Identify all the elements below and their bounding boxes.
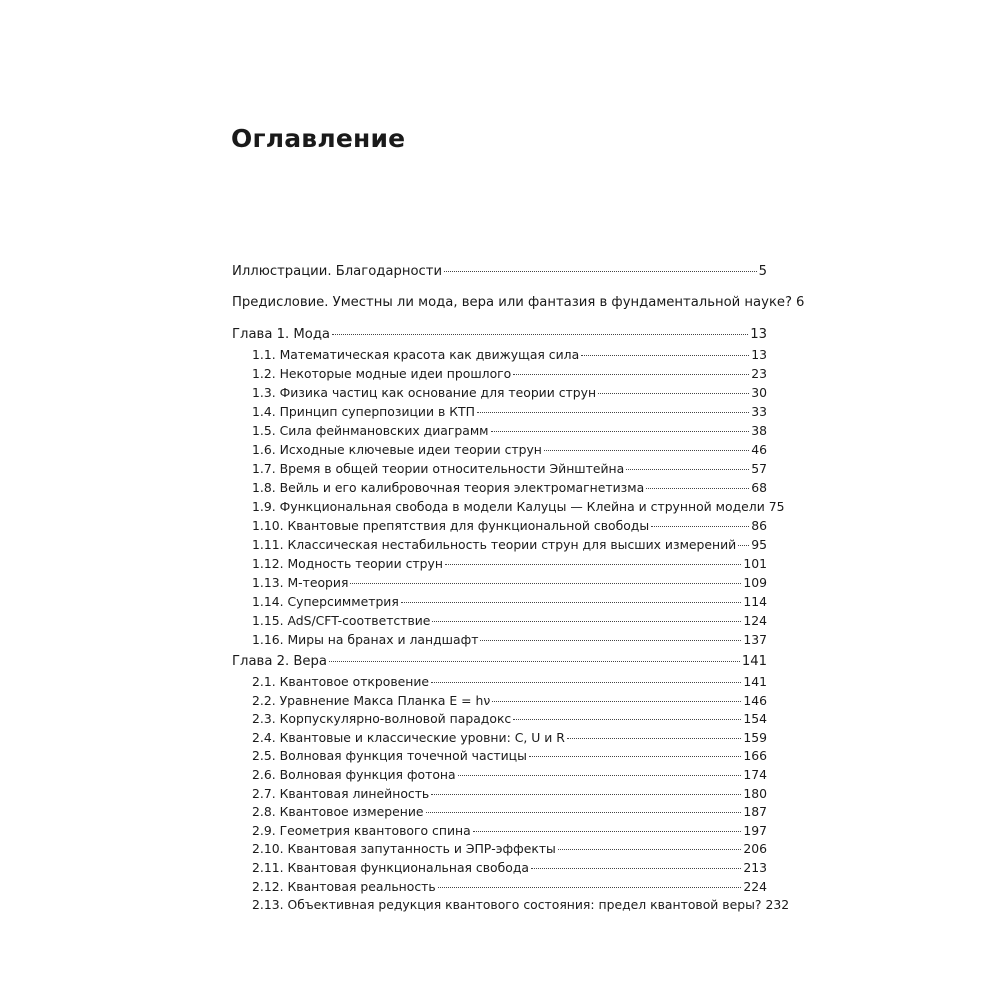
- toc-entry-page: 124: [743, 613, 767, 628]
- chapter-entry[interactable]: [232, 325, 767, 344]
- table-of-contents: [232, 262, 805, 915]
- dot-leader: [513, 373, 749, 375]
- section-entry[interactable]: [232, 766, 767, 785]
- dot-leader: [401, 601, 742, 603]
- toc-entry-label: Глава 1. Мода: [232, 327, 331, 342]
- section-entry[interactable]: [232, 692, 767, 711]
- dot-leader: [544, 449, 749, 451]
- toc-entry-label: 2.8. Квантовое измерение: [252, 804, 424, 820]
- dot-leader: [426, 811, 742, 813]
- chapter-entry[interactable]: [232, 652, 767, 671]
- section-entry[interactable]: [232, 383, 767, 402]
- section-entry[interactable]: [232, 554, 767, 573]
- section-entry[interactable]: [232, 673, 767, 692]
- dot-leader: [431, 681, 741, 683]
- toc-entry-label: 1.14. Суперсимметрия: [252, 594, 399, 609]
- section-entry[interactable]: [232, 459, 767, 478]
- toc-entry-page: 187: [743, 804, 767, 820]
- toc-entry-label: Иллюстрации. Благодарности: [232, 264, 443, 279]
- dot-leader: [646, 487, 749, 489]
- dot-leader: [567, 737, 742, 739]
- dot-leader: [432, 620, 741, 622]
- toc-entry-label: 1.16. Миры на бранах и ландшафт: [252, 632, 479, 647]
- dot-leader: [458, 774, 742, 776]
- dot-leader: [438, 886, 742, 888]
- toc-entry-page: 23: [751, 366, 767, 381]
- toc-entry-page: 146: [743, 692, 767, 708]
- toc-entry-label: Предисловие. Уместны ли мода, вера или фантазия в фундаментальной науке?: [232, 295, 793, 310]
- toc-entry[interactable]: [232, 262, 767, 281]
- toc-entry-page: 232: [765, 897, 790, 913]
- dot-leader: [480, 639, 741, 641]
- toc-entry-page: 159: [743, 729, 767, 745]
- section-entry[interactable]: [232, 421, 767, 440]
- toc-entry-page: 141: [741, 654, 767, 669]
- chapter-group: [232, 652, 790, 915]
- toc-entry-label: 2.1. Квантовое откровение: [252, 674, 430, 689]
- toc-entry-label: 1.5. Сила фейнмановских диаграмм: [252, 423, 489, 438]
- toc-entry-page: 180: [743, 785, 767, 801]
- dot-leader: [738, 544, 749, 546]
- toc-entry-label: 1.1. Математическая красота как движущая сила: [252, 347, 580, 362]
- toc-entry-page: 197: [743, 822, 767, 838]
- toc-entry-page: 174: [743, 766, 767, 782]
- dot-leader: [529, 755, 741, 757]
- dot-leader: [598, 392, 749, 394]
- section-entry[interactable]: [232, 785, 767, 804]
- page-title: Оглавление: [231, 124, 406, 153]
- section-entry[interactable]: [232, 840, 767, 859]
- toc-entry-page: 141: [743, 674, 767, 689]
- toc-entry-label: 1.7. Время в общей теории относительности Эйнштейна: [252, 461, 625, 476]
- toc-entry-label: 2.7. Квантовая линейность: [252, 785, 430, 801]
- toc-entry-page: 30: [751, 385, 767, 400]
- toc-entry-page: 75: [768, 499, 785, 514]
- section-entry[interactable]: [232, 878, 767, 897]
- dot-leader: [445, 563, 741, 565]
- section-entry[interactable]: [232, 516, 767, 535]
- toc-entry-page: 166: [743, 748, 767, 764]
- toc-entry-page: 137: [743, 632, 767, 647]
- toc-entry-label: 2.3. Корпускулярно-волновой парадокс: [252, 711, 512, 727]
- toc-entry-label: 2.2. Уравнение Макса Планка E = hν: [252, 692, 491, 708]
- toc-entry-page: 86: [751, 518, 767, 533]
- toc-entry-label: 2.11. Квантовая функциональная свобода: [252, 859, 530, 875]
- dot-leader: [626, 468, 749, 470]
- toc-entry-page: 114: [743, 594, 767, 609]
- toc-entry-label: 1.8. Вейль и его калибровочная теория электромагнетизма: [252, 480, 645, 495]
- dot-leader: [329, 660, 740, 662]
- dot-leader: [581, 354, 749, 356]
- toc-entry-page: 154: [743, 711, 767, 727]
- toc-entry-page: 46: [751, 442, 767, 457]
- section-entry[interactable]: [232, 573, 767, 592]
- section-entry[interactable]: [232, 859, 767, 878]
- dot-leader: [332, 333, 748, 335]
- toc-entry-label: 1.11. Классическая нестабильность теории струн для высших измерений: [252, 537, 737, 552]
- section-entry[interactable]: [232, 611, 767, 630]
- toc-entry-page: 213: [743, 859, 767, 875]
- toc-entry-label: 1.9. Функциональная свобода в модели Калуцы — Клейна и струнной модели: [252, 499, 765, 514]
- section-entry[interactable]: [232, 440, 767, 459]
- toc-entry-label: Глава 2. Вера: [232, 654, 327, 669]
- dot-leader: [492, 700, 741, 702]
- toc-entry-label: 2.10. Квантовая запутанность и ЭПР-эффекты: [252, 841, 556, 857]
- section-entry[interactable]: [232, 630, 767, 649]
- dot-leader: [431, 793, 741, 795]
- toc-entry-label: 1.12. Модность теории струн: [252, 556, 443, 571]
- toc-entry-label: 2.12. Квантовая реальность: [252, 878, 436, 894]
- dot-leader: [491, 430, 750, 432]
- toc-entry-label: 1.6. Исходные ключевые идеи теории струн: [252, 442, 542, 457]
- toc-entry-label: 1.4. Принцип суперпозиции в КТП: [252, 404, 475, 419]
- section-entry[interactable]: [232, 478, 767, 497]
- toc-entry-label: 2.9. Геометрия квантового спина: [252, 822, 471, 838]
- dot-leader: [513, 718, 741, 720]
- section-entry[interactable]: [232, 497, 785, 516]
- toc-entry-page: 57: [751, 461, 767, 476]
- toc-entry-label: 2.6. Волновая функция фотона: [252, 766, 456, 782]
- toc-entry-page: 68: [751, 480, 767, 495]
- chapter-group: [232, 325, 785, 649]
- toc-entry-page: 33: [751, 404, 767, 419]
- toc-entry-page: 109: [743, 575, 767, 590]
- toc-entry-page: 101: [743, 556, 767, 571]
- toc-entry-page: 5: [758, 264, 767, 279]
- toc-entry-label: 1.3. Физика частиц как основание для теории струн: [252, 385, 597, 400]
- toc-entry-label: 1.15. AdS/CFT-соответствие: [252, 613, 431, 628]
- section-entry[interactable]: [232, 822, 767, 841]
- toc-entry-page: 6: [796, 295, 805, 310]
- dot-leader: [477, 411, 749, 413]
- section-entry[interactable]: [232, 402, 767, 421]
- dot-leader: [473, 830, 742, 832]
- dot-leader: [350, 582, 741, 584]
- section-entry[interactable]: [232, 803, 767, 822]
- toc-entry-label: 1.10. Квантовые препятствия для функциональной свободы: [252, 518, 650, 533]
- toc-entry-label: 2.4. Квантовые и классические уровни: C, U и R: [252, 729, 565, 745]
- toc-entry-page: 13: [751, 347, 767, 362]
- section-entry[interactable]: [232, 729, 767, 748]
- toc-entry[interactable]: [232, 293, 805, 312]
- section-entry[interactable]: [232, 710, 767, 729]
- dot-leader: [531, 867, 741, 869]
- section-entry[interactable]: [232, 592, 767, 611]
- dot-leader: [558, 848, 742, 850]
- toc-entry-page: 95: [751, 537, 767, 552]
- toc-entry-label: 1.2. Некоторые модные идеи прошлого: [252, 366, 512, 381]
- section-entry[interactable]: [232, 364, 767, 383]
- toc-entry-label: 2.13. Объективная редукция квантового состояния: предел квантовой веры?: [252, 897, 762, 913]
- dot-leader: [651, 525, 749, 527]
- dot-leader: [444, 270, 757, 272]
- toc-entry-label: 1.13. М-теория: [252, 575, 349, 590]
- toc-entry-page: 38: [751, 423, 767, 438]
- section-entry[interactable]: [232, 896, 790, 915]
- toc-entry-page: 206: [743, 841, 767, 857]
- section-entry[interactable]: [232, 747, 767, 766]
- toc-entry-page: 13: [750, 327, 767, 342]
- toc-entry-page: 224: [743, 878, 767, 894]
- toc-entry-label: 2.5. Волновая функция точечной частицы: [252, 748, 527, 764]
- section-entry[interactable]: [232, 535, 767, 554]
- section-entry[interactable]: [232, 345, 767, 364]
